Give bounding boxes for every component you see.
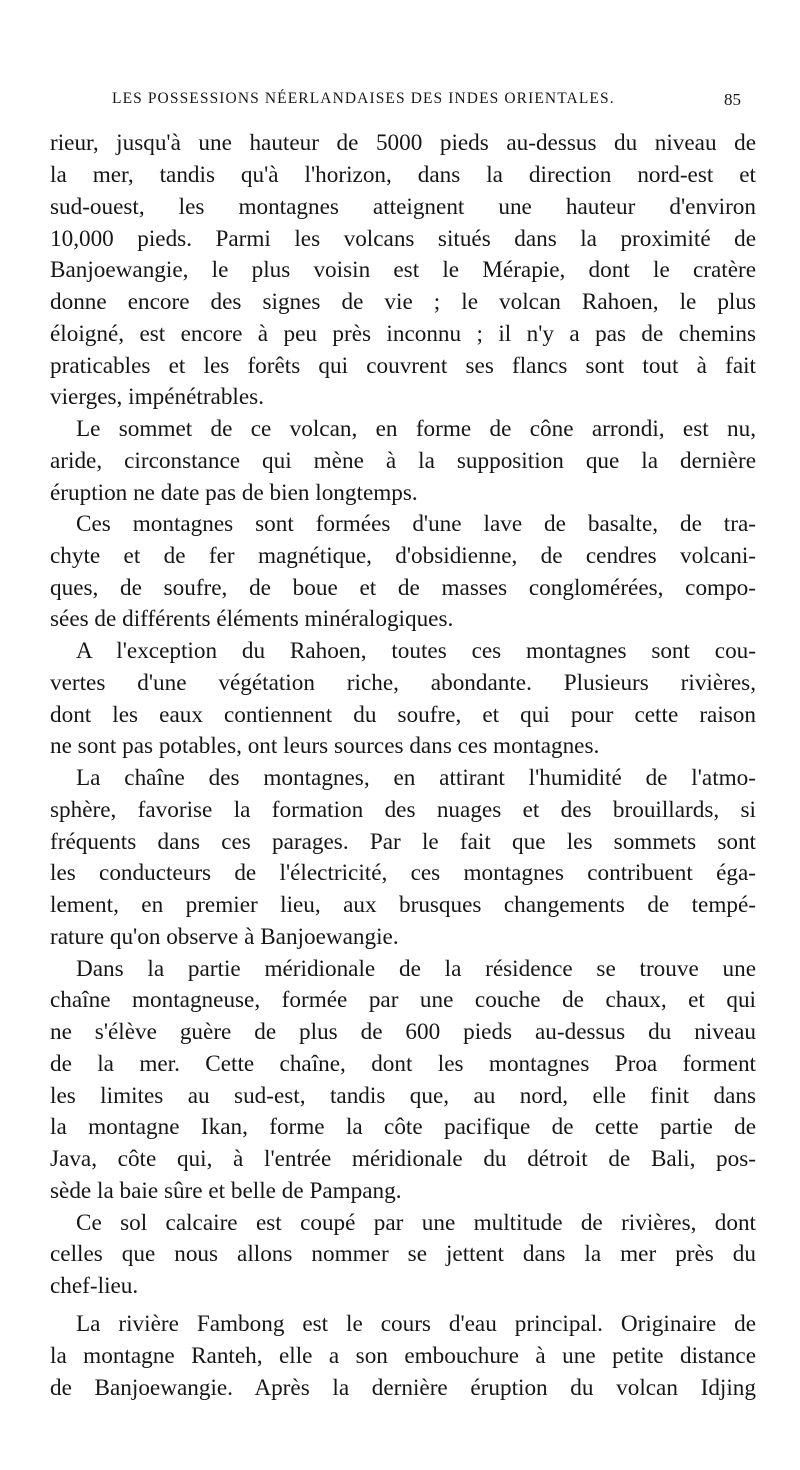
text-line: sède la baie sûre et belle de Pampang.: [50, 1178, 402, 1204]
text-line: chef-lieu.: [50, 1273, 139, 1299]
text-line: la mer, tandis qu'à l'horizon, dans la direction nord-est et: [50, 162, 756, 188]
text-line: ne sont pas potables, ont leurs sources dans ces montagnes.: [50, 733, 600, 759]
text-line: de la mer. Cette chaîne, dont les montagnes Proa forment: [50, 1051, 756, 1077]
text-line: lement, en premier lieu, aux brusques changements de tempé-: [50, 892, 756, 918]
text-line: sphère, favorise la formation des nuages et des brouillards, si: [50, 797, 756, 823]
text-line: Java, côte qui, à l'entrée méridionale du détroit de Bali, pos-: [50, 1146, 756, 1172]
text-line: chaîne montagneuse, formée par une couche de chaux, et qui: [50, 987, 756, 1013]
text-line: chyte et de fer magnétique, d'obsidienne, de cendres volcani-: [50, 543, 756, 569]
text-line: vierges, impénétrables.: [50, 384, 264, 410]
text-line: la montagne Ikan, forme la côte pacifique de cette partie de: [50, 1114, 756, 1140]
text-line: Dans la partie méridionale de la résidence se trouve une: [76, 956, 756, 982]
text-line: donne encore des signes de vie ; le volcan Rahoen, le plus: [50, 289, 756, 315]
text-line: A l'exception du Rahoen, toutes ces montagnes sont cou-: [76, 638, 756, 664]
text-line: La chaîne des montagnes, en attirant l'humidité de l'atmo-: [76, 765, 756, 791]
text-line: ne s'élève guère de plus de 600 pieds au-dessus du niveau: [50, 1019, 756, 1045]
text-line: praticables et les forêts qui couvrent ses flancs sont tout à fait: [50, 353, 756, 379]
running-head: LES POSSESSIONS NÉERLANDAISES DES INDES ORIENTALES.: [112, 90, 615, 107]
text-line: éloigné, est encore à peu près inconnu ; il n'y a pas de chemins: [50, 321, 756, 347]
text-line: aride, circonstance qui mène à la supposition que la dernière: [50, 448, 756, 474]
text-line: Ce sol calcaire est coupé par une multitude de rivières, dont: [76, 1210, 756, 1236]
page-number: 85: [724, 90, 741, 109]
text-line: Banjoewangie, le plus voisin est le Mérapie, dont le cratère: [50, 257, 756, 283]
text-line: dont les eaux contiennent du soufre, et qui pour cette raison: [50, 702, 756, 728]
text-line: éruption ne date pas de bien longtemps.: [50, 480, 418, 506]
text-line: les conducteurs de l'électricité, ces montagnes contribuent éga-: [50, 860, 756, 886]
text-line: sées de différents éléments minéralogiques.: [50, 606, 454, 632]
text-line: les limites au sud-est, tandis que, au nord, elle finit dans: [50, 1083, 756, 1109]
text-line: Le sommet de ce volcan, en forme de cône arrondi, est nu,: [76, 416, 756, 442]
text-line: fréquents dans ces parages. Par le fait que les sommets sont: [50, 829, 756, 855]
text-line: celles que nous allons nommer se jettent dans la mer près du: [50, 1241, 756, 1267]
text-line: rieur, jusqu'à une hauteur de 5000 pieds au-dessus du niveau de: [50, 130, 756, 156]
text-line: rature qu'on observe à Banjoewangie.: [50, 924, 399, 950]
text-line: 10,000 pieds. Parmi les volcans situés dans la proximité de: [50, 226, 756, 252]
text-line: la montagne Ranteh, elle a son embouchure à une petite distance: [50, 1343, 756, 1369]
text-line: sud-ouest, les montagnes atteignent une hauteur d'environ: [50, 194, 756, 220]
text-line: Ces montagnes sont formées d'une lave de basalte, de tra-: [76, 511, 756, 537]
text-line: de Banjoewangie. Après la dernière éruption du volcan Idjing: [50, 1375, 756, 1401]
text-line: ques, de soufre, de boue et de masses conglomérées, compo-: [50, 575, 756, 601]
text-line: vertes d'une végétation riche, abondante. Plusieurs rivières,: [50, 670, 756, 696]
text-line: La rivière Fambong est le cours d'eau principal. Originaire de: [76, 1311, 756, 1337]
